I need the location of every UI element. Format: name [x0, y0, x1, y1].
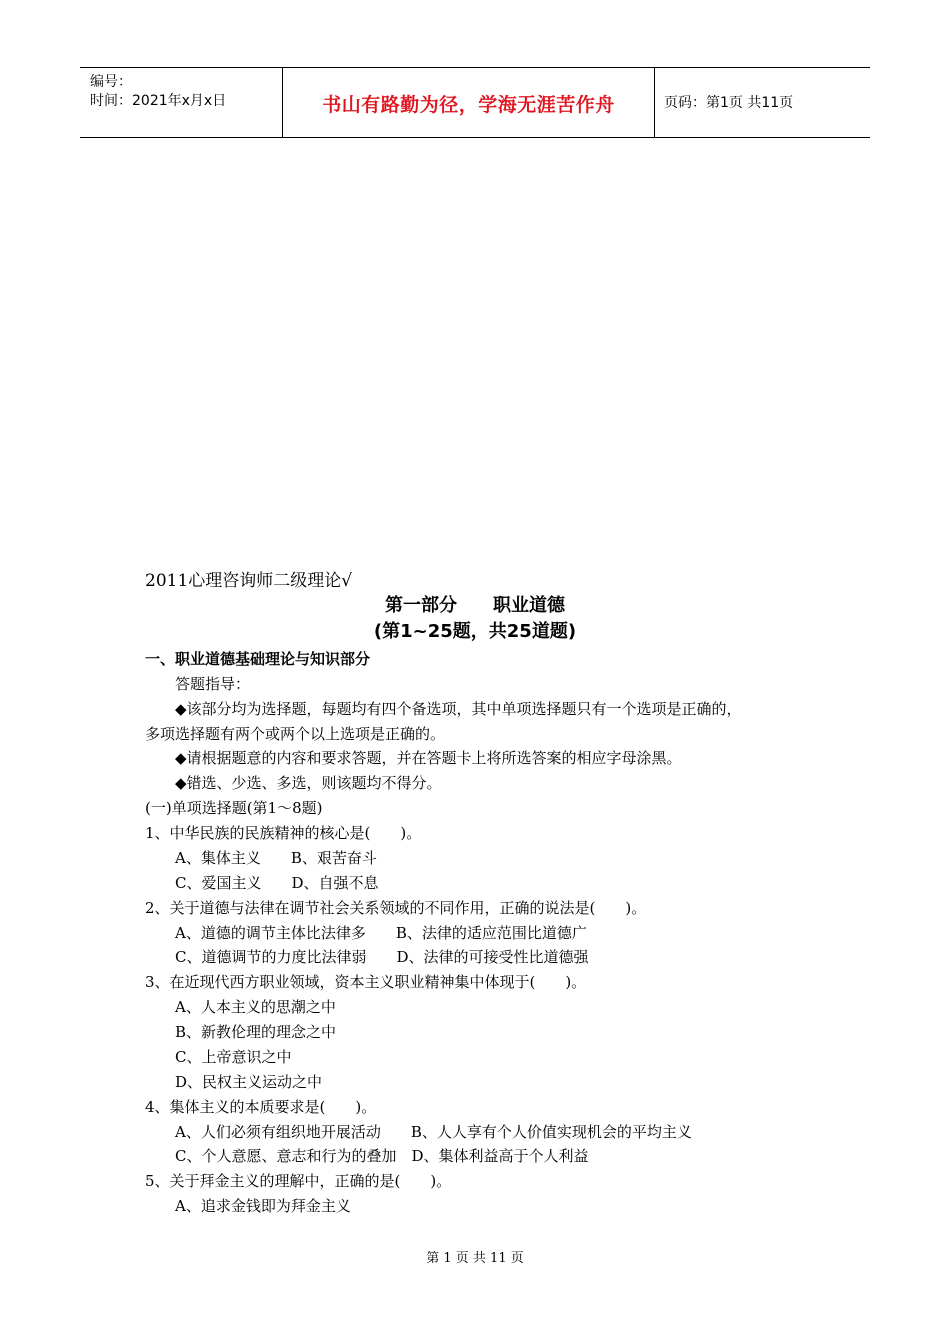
question-options: C、个人意愿、意志和行为的叠加 D、集体利益高于个人利益 [175, 1147, 589, 1165]
header-motto: 书山有路勤为径，学海无涯苦作舟 [322, 94, 615, 116]
question-option: A、追求金钱即为拜金主义 [175, 1197, 351, 1215]
question-option: C、上帝意识之中 [175, 1048, 292, 1066]
guide-line: ◆该部分均为选择题，每题均有四个备选项，其中单项选择题只有一个选项是正确的， [175, 700, 742, 718]
question-options: C、爱国主义 D、自强不息 [175, 874, 379, 892]
question-stem: 5、关于拜金主义的理解中，正确的是( )。 [145, 1172, 452, 1190]
question-stem: 1、中华民族的民族精神的核心是( )。 [145, 824, 422, 842]
part-subheading: (第1~25题，共25道题) [373, 621, 577, 642]
question-stem: 2、关于道德与法律在调节社会关系领域的不同作用，正确的说法是( )。 [145, 899, 647, 917]
question-option: A、人本主义的思潮之中 [175, 998, 336, 1016]
number-label: 编号： [90, 74, 132, 90]
question-options: A、道德的调节主体比法律多 B、法律的适应范围比道德广 [175, 924, 587, 942]
guide-line: 多项选择题有两个或两个以上选项是正确的。 [145, 725, 446, 743]
header-meta [90, 73, 226, 111]
guide-line: ◆请根据题意的内容和要求答题，并在答题卡上将所选答案的相应字母涂黑。 [175, 749, 682, 767]
question-stem: 3、在近现代西方职业领域，资本主义职业精神集中体现于( )。 [145, 973, 587, 991]
question-options: A、集体主义 B、艰苦奋斗 [175, 849, 377, 867]
header-divider [654, 68, 655, 137]
question-option: D、民权主义运动之中 [175, 1073, 323, 1091]
page-footer: 第 1 页 共 11 页 [426, 1251, 524, 1266]
question-option: B、新教伦理的理念之中 [175, 1023, 337, 1041]
question-options: A、人们必须有组织地开展活动 B、人人享有个人价值实现机会的平均主义 [175, 1123, 692, 1141]
guide-label: 答题指导： [175, 675, 251, 693]
question-stem: 4、集体主义的本质要求是( )。 [145, 1098, 377, 1116]
header-page-info: 页码：第1页 共11页 [664, 95, 794, 111]
guide-line: ◆错选、少选、多选，则该题均不得分。 [175, 774, 442, 792]
part-heading: 第一部分 职业道德 [385, 595, 565, 616]
page-header [80, 67, 870, 138]
date-label: 时间：2021年x月x日 [90, 93, 227, 109]
doc-title: 2011心理咨询师二级理论√ [145, 571, 353, 591]
subsection-heading: (一)单项选择题(第1～8题) [145, 799, 323, 817]
question-options: C、道德调节的力度比法律弱 D、法律的可接受性比道德强 [175, 948, 589, 966]
section-heading: 一、职业道德基础理论与知识部分 [145, 650, 371, 668]
